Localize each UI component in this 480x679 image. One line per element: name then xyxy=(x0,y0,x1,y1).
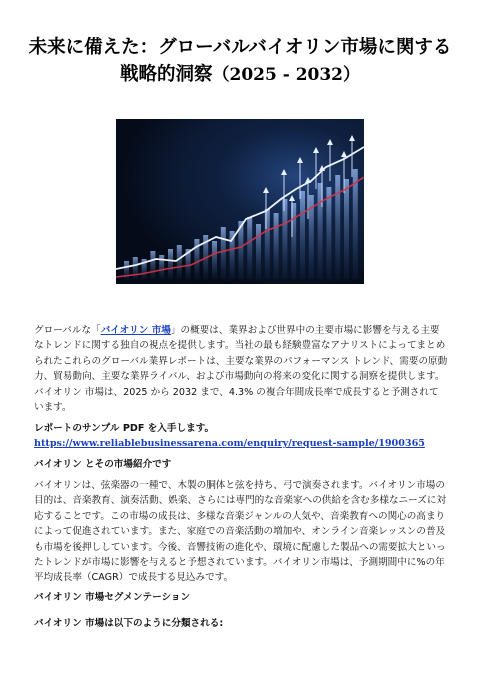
hero-bar xyxy=(221,227,226,279)
sample-link[interactable]: https://www.reliablebusinessarena.com/enquiry/request-sample/1900365 xyxy=(34,438,425,450)
title-text: 未来に備えた：グローバルバイオリン市場に関する戦略的洞察 xyxy=(28,37,452,85)
classification-heading: バイオリン 市場は以下のように分類される: xyxy=(34,618,224,629)
hero-bar xyxy=(168,249,173,279)
hero-bar xyxy=(256,224,261,279)
intro-pre: グローバルな「 xyxy=(34,325,101,336)
hero-bar xyxy=(133,257,138,279)
intro-body: バイオリンは、弦楽器の一種で、木製の胴体と弦を持ち、弓で演奏されます。バイオリン市場の目的は、音楽教育、演奏活動、娯楽、さらには専門的な音楽家への供給を含む多様なニーズに対応することです。この市場の成長は、多様な音楽ジャンルの人気や、音楽教育への関心の高まりによって促進されています。また、家庭での音楽活動の増加や、オンライン音楽レッスンの普及も市場を後押ししています。今後、音響技術の進化や、環境に配慮した製品への需要拡大といったトレンドが市場に影響を与えると予想されています。バイオリン市場は、予測期間中に%の年平均成長率（CAGR）で成長する見込みです。 xyxy=(34,480,447,584)
hero-bar xyxy=(344,179,349,279)
hero-bar xyxy=(326,187,331,279)
hero-bar xyxy=(274,213,279,279)
intro-paragraph xyxy=(34,323,448,415)
hero-bar xyxy=(335,175,340,279)
hero-bar xyxy=(353,169,358,279)
sample-paragraph xyxy=(34,421,448,452)
hero-bar xyxy=(247,217,252,279)
page-title xyxy=(28,34,452,89)
intro-heading: バイオリン とその市場紹介です xyxy=(34,459,172,470)
hero-bar xyxy=(300,191,305,279)
hero-bar xyxy=(212,241,217,279)
hero-bar xyxy=(150,251,155,279)
title-years: （2025 - 2032） xyxy=(212,65,361,85)
sample-label: レポートのサンプル PDF を入手します。 xyxy=(34,423,215,434)
hero-bar xyxy=(177,245,182,279)
growth-chart-illustration xyxy=(116,119,364,284)
intro-post: 」の概要は、業界および世界中の主要市場に影響を与える主要なトレンドに関する独自の視点を提供します。当社の最も経験豊富なアナリストによってまとめられたこれらのグローバル業界レポートは、主要な業界のパフォーマンス トレンド、需要の原動力、貿易動向、主要な業界ライバル、および市場動向の将来の変化に関する洞察を提供します。バイオリン 市場は、2025 から 2032 まで、4.3% の複合年間成長率で成長すると予測されています。 xyxy=(34,325,448,414)
hero-image xyxy=(116,119,364,284)
market-link[interactable]: バイオリン 市場 xyxy=(100,325,171,336)
hero-bar xyxy=(282,199,287,279)
segmentation-heading: バイオリン 市場セグメンテーション xyxy=(34,592,191,603)
